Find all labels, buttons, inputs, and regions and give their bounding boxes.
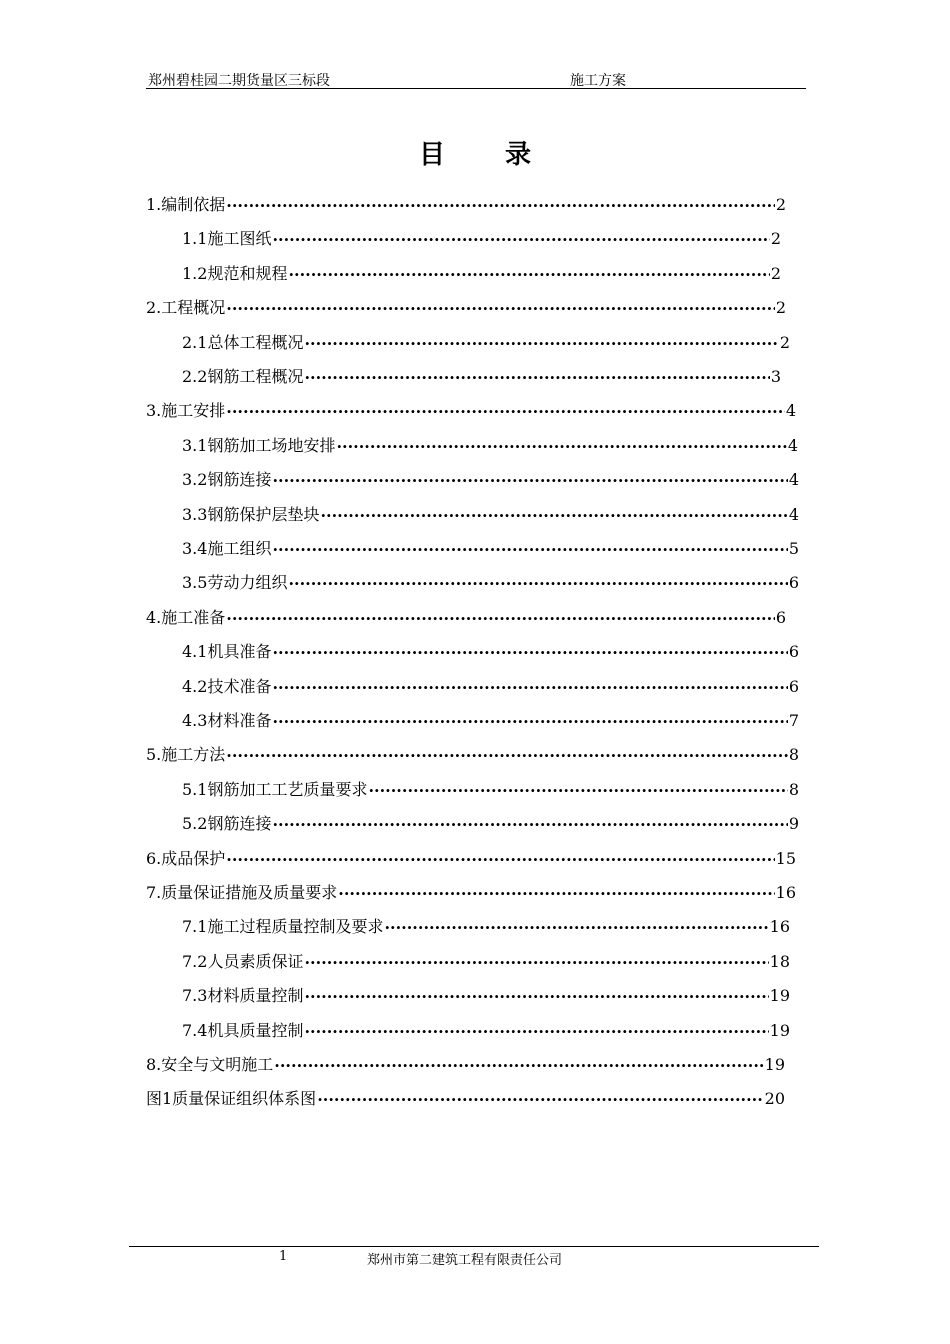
toc-leader-dots [272,711,787,731]
toc-entry[interactable] [182,640,799,662]
footer-page-number: 1 [279,1249,288,1264]
toc-entry-label: 7.1施工过程质量控制及要求 [182,917,384,937]
toc-entry-page: 6 [775,607,786,627]
toc-entry[interactable] [182,365,781,387]
toc-entry-page: 3 [770,367,781,386]
toc-entry-label: 1.2规范和规程 [182,263,288,283]
toc-entry-page: 6 [788,573,799,593]
toc-entry-label: 1.1施工图纸 [182,229,272,249]
toc-entry-label: 3.5劳动力组织 [182,573,288,593]
toc-entry-page: 5 [788,539,799,558]
toc-entry-page: 19 [769,1020,790,1040]
page-title: 目录 [418,140,591,170]
toc-entry-page: 2 [770,229,781,249]
toc-entry[interactable] [182,950,790,972]
header-doc-type: 施工方案 [570,73,626,89]
toc-entry-label: 3.1钢筋加工场地安排 [182,435,336,455]
toc-leader-dots [274,1055,763,1075]
toc-entry-label: 2.1总体工程概况 [182,332,304,352]
toc-leader-dots [272,539,787,559]
toc-entry[interactable] [146,296,786,318]
toc-entry-page: 19 [769,986,790,1006]
toc-entry-page: 9 [788,814,799,834]
toc-entry-label: 4.2技术准备 [182,676,272,696]
toc-entry[interactable] [146,606,786,628]
header-project-name: 郑州碧桂园二期货量区三标段 [148,73,330,89]
toc-entry[interactable] [182,503,799,525]
toc-entry-label: 4.施工准备 [146,607,226,627]
toc-entry[interactable] [182,434,798,456]
toc-leader-dots [288,264,769,284]
toc-entry-page: 4 [788,504,799,524]
toc-entry-label: 图1质量保证组织体系图 [146,1089,317,1109]
toc-entry-label: 1.编制依据 [146,195,226,214]
toc-entry[interactable] [146,743,799,765]
toc-leader-dots [304,1021,768,1041]
toc-entry-page: 7 [788,711,799,730]
toc-entry-page: 20 [764,1089,785,1109]
toc-entry-page: 4 [787,435,798,455]
footer-company: 郑州市第二建筑工程有限责任公司 [367,1253,563,1268]
toc-entry[interactable] [182,1019,790,1041]
toc-entry-page: 6 [788,642,799,662]
toc-leader-dots [338,883,774,903]
toc-leader-dots [226,745,788,765]
toc-leader-dots [320,505,787,525]
toc-entry-page: 18 [769,951,790,971]
toc-entry[interactable] [146,1053,785,1075]
toc-leader-dots [226,401,785,421]
toc-entry[interactable] [146,193,786,215]
toc-entry[interactable] [182,915,790,937]
toc-leader-dots [384,917,768,937]
toc-entry-label: 4.3材料准备 [182,711,272,730]
toc-entry-label: 7.3材料质量控制 [182,986,304,1006]
toc-entry-label: 2.工程概况 [146,298,226,318]
toc-entry-page: 2 [775,298,786,318]
toc-leader-dots [288,573,787,593]
toc-entry-label: 7.4机具质量控制 [182,1020,304,1040]
page-header [146,68,806,89]
toc-entry[interactable] [182,984,790,1006]
toc-entry-label: 5.2钢筋连接 [182,814,272,834]
toc-entry-page: 19 [764,1055,785,1074]
toc-entry-label: 5.1钢筋加工工艺质量要求 [182,779,368,799]
toc-entry-label: 8.安全与文明施工 [146,1055,274,1074]
toc-leader-dots [226,298,775,318]
toc-entry-label: 2.2钢筋工程概况 [182,367,304,386]
toc-leader-dots [272,677,787,697]
toc-entry-page: 2 [779,332,790,352]
toc-entry-page: 15 [775,848,796,868]
toc-entry-label: 3.2钢筋连接 [182,470,272,490]
toc-entry[interactable] [182,227,781,249]
toc-entry-label: 3.3钢筋保护层垫块 [182,504,320,524]
toc-leader-dots [304,333,778,353]
toc-leader-dots [368,780,787,800]
toc-entry[interactable] [182,778,799,800]
toc-entry[interactable] [182,468,799,490]
toc-entry[interactable] [182,262,781,284]
toc-entry[interactable] [182,331,790,353]
footer-rule [129,1246,819,1247]
toc-leader-dots [272,642,787,662]
toc-entry-page: 8 [788,779,799,799]
toc-entry-page: 16 [775,883,796,902]
toc-entry[interactable] [146,1087,785,1109]
toc-leader-dots [226,849,774,869]
toc-leader-dots [272,229,769,249]
toc-leader-dots [304,952,768,972]
toc-entry-label: 5.施工方法 [146,745,226,765]
toc-leader-dots [317,1089,763,1109]
toc-entry-page: 2 [770,263,781,283]
toc-entry-page: 2 [775,195,786,214]
toc-entry-label: 4.1机具准备 [182,642,272,662]
toc-entry-label: 6.成品保护 [146,848,226,868]
toc-entry[interactable] [146,881,796,903]
toc-entry-page: 4 [788,470,799,490]
toc-entry-label: 3.4施工组织 [182,539,272,558]
toc-entry-page: 8 [788,745,799,765]
toc-entry[interactable] [146,399,796,421]
toc-entry-page: 4 [785,401,796,421]
toc-entry[interactable] [146,847,796,869]
toc-leader-dots [304,986,768,1006]
toc-entry-label: 7.质量保证措施及质量要求 [146,883,338,902]
toc-leader-dots [226,195,775,215]
toc-entry[interactable] [182,571,799,593]
toc-leader-dots [272,470,787,490]
toc-entry-label: 7.2人员素质保证 [182,951,304,971]
toc-leader-dots [226,608,775,628]
toc-entry[interactable] [182,537,799,559]
toc-entry[interactable] [182,709,799,731]
toc-entry-page: 6 [788,676,799,696]
toc-entry-label: 3.施工安排 [146,401,226,421]
toc-leader-dots [304,367,769,387]
toc-leader-dots [336,436,786,456]
toc-entry[interactable] [182,675,799,697]
toc-entry-page: 16 [769,917,790,937]
toc-leader-dots [272,814,787,834]
toc-entry[interactable] [182,812,799,834]
